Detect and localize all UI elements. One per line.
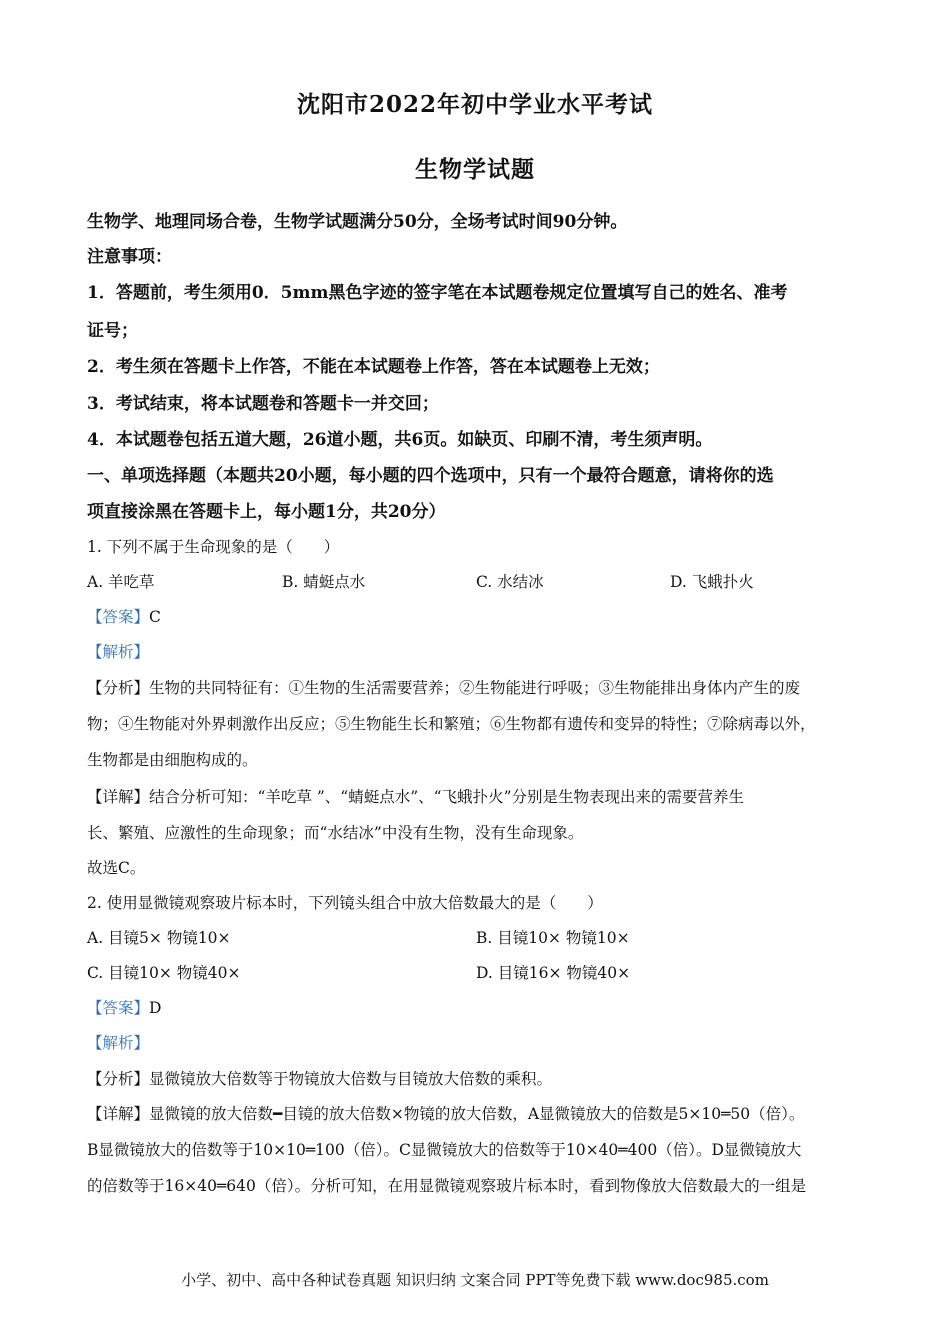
- q2-fenxi: [87, 1067, 867, 1089]
- section-heading-cont: 项直接涂黑在答题卡上，每小题1分，共20分）: [87, 502, 446, 522]
- q1-detail-cont: 长、繁殖、应激性的生命现象；而“水结冰”中没有生物，没有生命现象。: [87, 824, 584, 842]
- q2-option-c: C. 目镜10× 物镜40×: [87, 964, 241, 982]
- q1-fenxi-cont-2: 生物都是由细胞构成的。: [87, 751, 258, 769]
- q1-analysis-tag: 【解析】: [87, 643, 150, 661]
- q2-option-a: A. 目镜5× 物镜10×: [87, 929, 231, 947]
- q1-option-a: A. 羊吃草: [87, 573, 155, 591]
- fenxi-text: 显微镜放大倍数等于物镜放大倍数与目镜放大倍数的乘积。: [149, 1070, 553, 1088]
- answer-tag: 【答案】: [87, 608, 150, 626]
- question-1-stem: 1. 下列不属于生命现象的是（ ）: [87, 538, 340, 556]
- page-footer: 小学、初中、高中各种试卷真题 知识归纳 文案合同 PPT等免费下载 www.doc985.com: [181, 1271, 769, 1289]
- q1-option-b: B. 蜻蜓点水: [282, 573, 366, 591]
- q2-answer: [87, 996, 867, 1018]
- notice-item-4: 4．本试题卷包括五道大题，26道小题，共6页。如缺页、印刷不清，考生须声明。: [87, 430, 713, 450]
- q2-detail-cont-2: 的倍数等于16×40═640（倍）。分析可知，在用显微镜观察玻片标本时，看到物像放大倍数最大的一组是: [87, 1177, 807, 1195]
- notice-item-1: 1．答题前，考生须用0．5mm黑色字迹的签字笔在本试题卷规定位置填写自己的姓名、准考: [87, 283, 788, 303]
- detail-text: 结合分析可知：“羊吃草 ”、“蜻蜓点水”、“飞蛾扑火”分别是生物表现出来的需要营养生: [149, 788, 744, 806]
- notice-item-3: 3．考试结束，将本试题卷和答题卡一并交回；: [87, 394, 439, 414]
- answer-value: D: [149, 999, 162, 1017]
- exam-title: 沈阳市2022年初中学业水平考试: [296, 91, 653, 118]
- q1-fenxi: [87, 676, 867, 698]
- q2-option-b: B. 目镜10× 物镜10×: [476, 929, 630, 947]
- detail-text: 显微镜的放大倍数━目镜的放大倍数×物镜的放大倍数，A显微镜放大的倍数是5×10═50（倍）。: [149, 1105, 805, 1123]
- notice-heading: 注意事项：: [87, 247, 172, 267]
- answer-value: C: [149, 608, 161, 626]
- notice-item-2: 2．考生须在答题卡上作答，不能在本试题卷上作答，答在本试题卷上无效；: [87, 357, 660, 377]
- fenxi-text: 生物的共同特征有：①生物的生活需要营养；②生物能进行呼吸；③生物能排出身体内产生的废: [149, 679, 801, 697]
- q2-detail-cont-1: B显微镜放大的倍数等于10×10═100（倍）。C显微镜放大的倍数等于10×40═400（倍）。D显微镜放大: [87, 1141, 802, 1159]
- question-2-stem: 2. 使用显微镜观察玻片标本时，下列镜头组合中放大倍数最大的是（ ）: [87, 894, 603, 912]
- q1-option-d: D. 飞蛾扑火: [670, 573, 754, 591]
- q1-option-c: C. 水结冰: [476, 573, 544, 591]
- q2-option-d: D. 目镜16× 物镜40×: [476, 964, 631, 982]
- fenxi-tag: 【分析】: [87, 1070, 150, 1088]
- fenxi-tag: 【分析】: [87, 679, 150, 697]
- q1-fenxi-cont-1: 物；④生物能对外界刺激作出反应；⑤生物能生长和繁殖；⑥生物都有遗传和变异的特性；⑦除病毒以外，: [87, 715, 816, 733]
- exam-subtitle: 生物学试题: [415, 156, 535, 183]
- q2-analysis-tag: 【解析】: [87, 1034, 150, 1052]
- intro-line: 生物学、地理同场合卷，生物学试题满分50分，全场考试时间90分钟。: [87, 212, 628, 232]
- section-heading: 一、单项选择题（本题共20小题，每小题的四个选项中，只有一个最符合题意，请将你的选: [87, 466, 774, 486]
- q1-answer: [87, 605, 867, 627]
- q2-detail: [87, 1102, 867, 1124]
- notice-item-1-cont: 证号；: [87, 321, 138, 341]
- q1-detail: [87, 785, 867, 807]
- detail-tag: 【详解】: [87, 1105, 150, 1123]
- answer-tag: 【答案】: [87, 999, 150, 1017]
- q1-conclusion: 故选C。: [87, 859, 146, 877]
- detail-tag: 【详解】: [87, 788, 150, 806]
